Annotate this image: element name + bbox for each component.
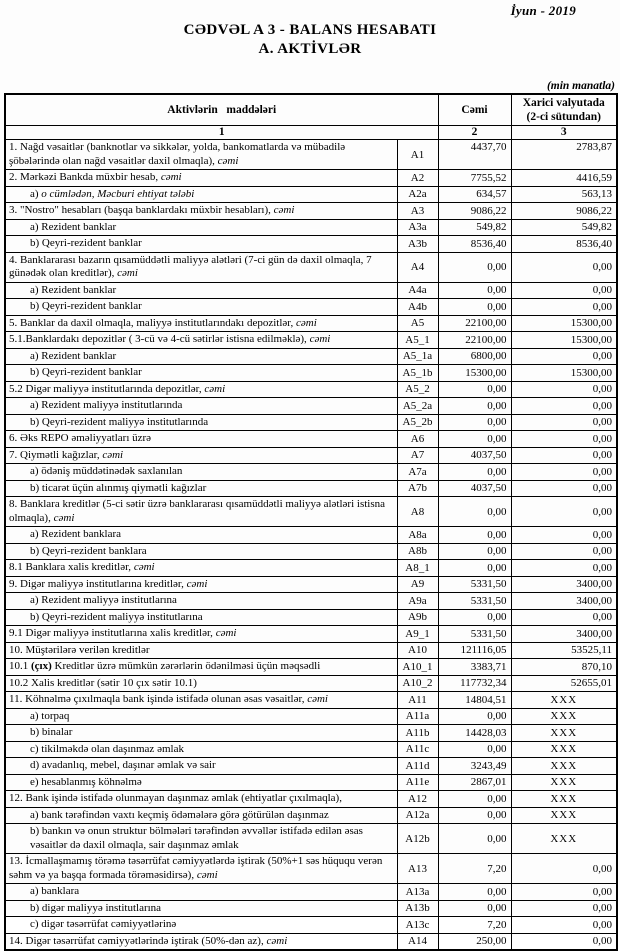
row-foreign-value: 3400,00	[511, 626, 617, 643]
row-label: c) tikilməkdə olan daşınmaz əmlak	[5, 741, 397, 758]
row-label: b) Qeyri-rezident banklar	[5, 365, 397, 382]
row-label: 2. Mərkəzi Bankda müxbir hesab, cəmi	[5, 170, 397, 187]
row-total-value: 7,20	[438, 854, 511, 884]
row-total-value: 117732,34	[438, 675, 511, 692]
row-label: 10.2 Xalis kreditlər (sətir 10 çıx sətir 10.1)	[5, 675, 397, 692]
row-code: A14	[397, 933, 438, 950]
table-row	[5, 203, 617, 220]
row-code: A12a	[397, 807, 438, 824]
row-label: b) Qeyri-rezident maliyyə institutlarında	[5, 414, 397, 431]
table-row	[5, 758, 617, 775]
row-total-value: 0,00	[438, 464, 511, 481]
row-label: 10. Müştərilərə verilən kreditlər	[5, 642, 397, 659]
table-row	[5, 170, 617, 187]
row-total-value: 121116,05	[438, 642, 511, 659]
row-label: 6. Əks REPO əməliyyatları üzrə	[5, 431, 397, 448]
row-label: 14. Digər təsərrüfat cəmiyyətlərində iştirak (50%-dən az), cəmi	[5, 933, 397, 950]
row-total-value: 0,00	[438, 527, 511, 544]
table-row	[5, 315, 617, 332]
row-foreign-value: 53525,11	[511, 642, 617, 659]
table-row	[5, 398, 617, 415]
table-row	[5, 236, 617, 253]
row-foreign-value: 0,00	[511, 900, 617, 917]
table-row	[5, 675, 617, 692]
row-total-value: 0,00	[438, 609, 511, 626]
table-row	[5, 431, 617, 448]
row-foreign-value: 2783,87	[511, 140, 617, 170]
row-label: b) digər maliyyə institutlarına	[5, 900, 397, 917]
row-foreign-value: XXX	[511, 741, 617, 758]
row-total-value: 5331,50	[438, 593, 511, 610]
row-label: a) o cümlədən, Məcburi ehtiyat tələbi	[5, 186, 397, 203]
row-label: 9. Digər maliyyə institutlarına kreditlər, cəmi	[5, 576, 397, 593]
row-label: a) Rezident banklar	[5, 219, 397, 236]
row-foreign-value: 870,10	[511, 659, 617, 676]
row-foreign-value: 15300,00	[511, 365, 617, 382]
row-total-value: 250,00	[438, 933, 511, 950]
row-label: a) Rezident maliyyə institutlarına	[5, 593, 397, 610]
table-row	[5, 186, 617, 203]
table-header	[5, 94, 617, 140]
row-foreign-value: 0,00	[511, 917, 617, 934]
table-row	[5, 497, 617, 527]
row-code: A6	[397, 431, 438, 448]
row-foreign-value: XXX	[511, 725, 617, 742]
row-code: A5_2a	[397, 398, 438, 415]
row-code: A8_1	[397, 560, 438, 577]
row-foreign-value: 0,00	[511, 282, 617, 299]
table-row	[5, 626, 617, 643]
row-label: a) Rezident banklar	[5, 348, 397, 365]
row-code: A13b	[397, 900, 438, 917]
table-row	[5, 659, 617, 676]
row-code: A9b	[397, 609, 438, 626]
table-row	[5, 824, 617, 854]
row-total-value: 0,00	[438, 708, 511, 725]
row-code: A10_1	[397, 659, 438, 676]
column-header-foreign-line1: Xarici valyutada	[522, 97, 605, 109]
row-code: A4	[397, 252, 438, 282]
row-code: A8a	[397, 527, 438, 544]
row-code: A11c	[397, 741, 438, 758]
row-code: A8b	[397, 543, 438, 560]
row-foreign-value: 0,00	[511, 414, 617, 431]
row-total-value: 0,00	[438, 414, 511, 431]
row-code: A3	[397, 203, 438, 220]
column-header-items: Aktivlərin maddələri	[5, 94, 438, 126]
table-row	[5, 414, 617, 431]
row-foreign-value: 0,00	[511, 560, 617, 577]
row-total-value: 22100,00	[438, 315, 511, 332]
row-foreign-value: 0,00	[511, 854, 617, 884]
row-foreign-value: 0,00	[511, 497, 617, 527]
row-label: e) hesablanmış köhnəlmə	[5, 774, 397, 791]
column-header-foreign-line2: (2-ci sütundan)	[526, 111, 601, 123]
row-label: b) Qeyri-rezident maliyyə institutlarına	[5, 609, 397, 626]
row-code: A13	[397, 854, 438, 884]
table-row	[5, 348, 617, 365]
table-row	[5, 708, 617, 725]
row-label: 13. İcmallaşmamış törəmə təsərrüfat cəmiyyətlərdə iştirak (50%+1 səs hüququ verən səhm və ya başqa formada törəməsidirsə), cəmi	[5, 854, 397, 884]
row-label: b) Qeyri-rezident banklara	[5, 543, 397, 560]
row-label: 8.1 Banklara xalis kreditlər, cəmi	[5, 560, 397, 577]
row-code: A12	[397, 791, 438, 808]
row-total-value: 15300,00	[438, 365, 511, 382]
row-label: a) torpaq	[5, 708, 397, 725]
column-number-row	[5, 126, 617, 140]
row-label: 5.1.Banklardakı depozitlər ( 3-cü və 4-cü sətirlər istisna edilməklə), cəmi	[5, 332, 397, 349]
row-total-value: 8536,40	[438, 236, 511, 253]
report-period: İyun - 2019	[510, 3, 576, 18]
row-total-value: 0,00	[438, 900, 511, 917]
row-code: A11	[397, 692, 438, 709]
row-total-value: 0,00	[438, 807, 511, 824]
row-code: A4a	[397, 282, 438, 299]
row-code: A7b	[397, 480, 438, 497]
row-foreign-value: 0,00	[511, 933, 617, 950]
row-total-value: 2867,01	[438, 774, 511, 791]
column-number-2: 2	[438, 126, 511, 140]
row-code: A9_1	[397, 626, 438, 643]
row-foreign-value: 0,00	[511, 464, 617, 481]
row-foreign-value: 0,00	[511, 543, 617, 560]
row-foreign-value: 0,00	[511, 431, 617, 448]
row-foreign-value: 0,00	[511, 398, 617, 415]
row-foreign-value: 549,82	[511, 219, 617, 236]
table-row	[5, 299, 617, 316]
row-total-value: 9086,22	[438, 203, 511, 220]
row-code: A5_1b	[397, 365, 438, 382]
row-total-value: 7,20	[438, 917, 511, 934]
row-label: 4. Banklararası bazarın qısamüddətli maliyyə alətləri (7-ci gün də daxil olmaqla, 7 günədək olan kreditlər), cəmi	[5, 252, 397, 282]
row-code: A5_2	[397, 381, 438, 398]
row-code: A11e	[397, 774, 438, 791]
row-foreign-value: 8536,40	[511, 236, 617, 253]
row-foreign-value: 0,00	[511, 884, 617, 901]
row-code: A13c	[397, 917, 438, 934]
row-total-value: 0,00	[438, 381, 511, 398]
document-subtitle: A. AKTİVLƏR	[258, 41, 362, 57]
row-code: A10	[397, 642, 438, 659]
table-row	[5, 282, 617, 299]
row-label: 12. Bank işində istifadə olunmayan daşınmaz əmlak (ehtiyatlar çıxılmaqla),	[5, 791, 397, 808]
row-total-value: 0,00	[438, 560, 511, 577]
row-foreign-value: XXX	[511, 791, 617, 808]
row-total-value: 22100,00	[438, 332, 511, 349]
row-label: 5. Banklar da daxil olmaqla, maliyyə institutlarındakı depozitlər, cəmi	[5, 315, 397, 332]
row-code: A5_1	[397, 332, 438, 349]
row-label: a) bank tərəfindən vaxtı keçmiş ödəmələrə görə götürülən daşınmaz	[5, 807, 397, 824]
row-foreign-value: 3400,00	[511, 576, 617, 593]
row-foreign-value: XXX	[511, 708, 617, 725]
table-row	[5, 480, 617, 497]
table-row	[5, 917, 617, 934]
table-row	[5, 884, 617, 901]
row-foreign-value: 15300,00	[511, 315, 617, 332]
row-total-value: 4037,50	[438, 447, 511, 464]
row-foreign-value: XXX	[511, 774, 617, 791]
row-label: b) binalar	[5, 725, 397, 742]
table-row	[5, 791, 617, 808]
balance-sheet-table	[4, 93, 618, 951]
row-code: A2a	[397, 186, 438, 203]
row-code: A13a	[397, 884, 438, 901]
row-total-value: 0,00	[438, 431, 511, 448]
table-row	[5, 807, 617, 824]
row-total-value: 0,00	[438, 398, 511, 415]
row-code: A10_2	[397, 675, 438, 692]
row-label: 9.1 Digər maliyyə institutlarına xalis kreditlər, cəmi	[5, 626, 397, 643]
table-row	[5, 464, 617, 481]
table-row	[5, 642, 617, 659]
row-code: A7a	[397, 464, 438, 481]
row-label: a) ödəniş müddətinədək saxlanılan	[5, 464, 397, 481]
row-foreign-value: 15300,00	[511, 332, 617, 349]
row-code: A2	[397, 170, 438, 187]
unit-note: (min manatla)	[546, 80, 615, 92]
row-total-value: 5331,50	[438, 576, 511, 593]
row-label: a) Rezident maliyyə institutlarında	[5, 398, 397, 415]
row-label: a) Rezident banklar	[5, 282, 397, 299]
row-total-value: 0,00	[438, 543, 511, 560]
row-foreign-value: 563,13	[511, 186, 617, 203]
document-title: CƏDVƏL A 3 - BALANS HESABATI	[183, 22, 437, 38]
row-foreign-value: XXX	[511, 807, 617, 824]
row-total-value: 4037,50	[438, 480, 511, 497]
row-total-value: 5331,50	[438, 626, 511, 643]
row-label: b) Qeyri-rezident banklar	[5, 236, 397, 253]
column-header-foreign	[511, 94, 617, 126]
row-total-value: 0,00	[438, 884, 511, 901]
row-foreign-value: 3400,00	[511, 593, 617, 610]
row-foreign-value: 4416,59	[511, 170, 617, 187]
row-code: A1	[397, 140, 438, 170]
row-label: c) digər təsərrüfat cəmiyyətlərinə	[5, 917, 397, 934]
table-body	[5, 140, 617, 951]
row-code: A3a	[397, 219, 438, 236]
row-total-value: 0,00	[438, 824, 511, 854]
table-row	[5, 365, 617, 382]
row-foreign-value: 0,00	[511, 527, 617, 544]
row-label: 10.1 (çıx) Kreditlər üzrə mümkün zərərlərin ödənilməsi üçün məqsədli	[5, 659, 397, 676]
row-total-value: 14804,51	[438, 692, 511, 709]
row-label: b) ticarət üçün alınmış qiymətli kağızlar	[5, 480, 397, 497]
table-row	[5, 593, 617, 610]
table-row	[5, 252, 617, 282]
row-code: A9	[397, 576, 438, 593]
column-number-3: 3	[511, 126, 617, 140]
row-total-value: 0,00	[438, 282, 511, 299]
row-foreign-value: 0,00	[511, 480, 617, 497]
row-total-value: 3243,49	[438, 758, 511, 775]
row-total-value: 7755,52	[438, 170, 511, 187]
row-total-value: 0,00	[438, 791, 511, 808]
row-foreign-value: 52655,01	[511, 675, 617, 692]
row-label: a) banklara	[5, 884, 397, 901]
table-row	[5, 219, 617, 236]
row-total-value: 3383,71	[438, 659, 511, 676]
table-row	[5, 527, 617, 544]
row-total-value: 0,00	[438, 741, 511, 758]
row-code: A5_1a	[397, 348, 438, 365]
row-foreign-value: XXX	[511, 824, 617, 854]
row-label: 8. Banklara kreditlər (5-ci sətir üzrə banklararası qısamüddətli maliyyə alətləri istisna olmaqla), cəmi	[5, 497, 397, 527]
column-header-total: Cəmi	[438, 94, 511, 126]
table-row	[5, 725, 617, 742]
row-total-value: 4437,70	[438, 140, 511, 170]
row-foreign-value: 9086,22	[511, 203, 617, 220]
table-row	[5, 741, 617, 758]
row-label: b) bankın və onun struktur bölmələri tərəfindən əvvəllər istifadə edilən əsas vəsaitlər də daxil olmaqla, sair daşınmaz əmlak	[5, 824, 397, 854]
row-code: A11d	[397, 758, 438, 775]
row-label: b) Qeyri-rezident banklar	[5, 299, 397, 316]
table-row	[5, 332, 617, 349]
row-foreign-value: 0,00	[511, 348, 617, 365]
row-total-value: 0,00	[438, 497, 511, 527]
table-row	[5, 609, 617, 626]
table-row	[5, 140, 617, 170]
table-row	[5, 381, 617, 398]
row-foreign-value: 0,00	[511, 299, 617, 316]
row-foreign-value: 0,00	[511, 252, 617, 282]
header-row	[5, 94, 617, 126]
row-foreign-value: XXX	[511, 692, 617, 709]
row-foreign-value: 0,00	[511, 447, 617, 464]
row-total-value: 634,57	[438, 186, 511, 203]
table-row	[5, 774, 617, 791]
row-code: A8	[397, 497, 438, 527]
row-label: 11. Köhnəlmə çıxılmaqla bank işində istifadə olunan əsas vəsaitlər, cəmi	[5, 692, 397, 709]
row-total-value: 549,82	[438, 219, 511, 236]
column-number-1: 1	[5, 126, 438, 140]
row-label: 1. Nağd vəsaitlər (banknotlar və sikkələr, yolda, bankomatlarda və mübadilə şöbələrində olan nağd vəsaitlər daxil olmaqla), cəmi	[5, 140, 397, 170]
row-label: 3. "Nostro" hesabları (başqa banklardakı müxbir hesabları), cəmi	[5, 203, 397, 220]
row-code: A3b	[397, 236, 438, 253]
row-label: a) Rezident banklara	[5, 527, 397, 544]
row-code: A7	[397, 447, 438, 464]
row-total-value: 0,00	[438, 299, 511, 316]
table-row	[5, 933, 617, 950]
row-total-value: 14428,03	[438, 725, 511, 742]
row-code: A5	[397, 315, 438, 332]
row-code: A11b	[397, 725, 438, 742]
table-row	[5, 900, 617, 917]
row-label: 7. Qiymətli kağızlar, cəmi	[5, 447, 397, 464]
row-foreign-value: 0,00	[511, 609, 617, 626]
row-code: A9a	[397, 593, 438, 610]
row-total-value: 6800,00	[438, 348, 511, 365]
row-code: A12b	[397, 824, 438, 854]
row-foreign-value: 0,00	[511, 381, 617, 398]
row-label: 5.2 Digər maliyyə institutlarında depozitlər, cəmi	[5, 381, 397, 398]
row-label: d) avadanlıq, mebel, daşınar əmlak və sair	[5, 758, 397, 775]
row-foreign-value: XXX	[511, 758, 617, 775]
table-row	[5, 447, 617, 464]
table-row	[5, 543, 617, 560]
row-total-value: 0,00	[438, 252, 511, 282]
table-row	[5, 854, 617, 884]
row-code: A5_2b	[397, 414, 438, 431]
table-row	[5, 560, 617, 577]
table-row	[5, 576, 617, 593]
row-code: A4b	[397, 299, 438, 316]
table-row	[5, 692, 617, 709]
row-code: A11a	[397, 708, 438, 725]
